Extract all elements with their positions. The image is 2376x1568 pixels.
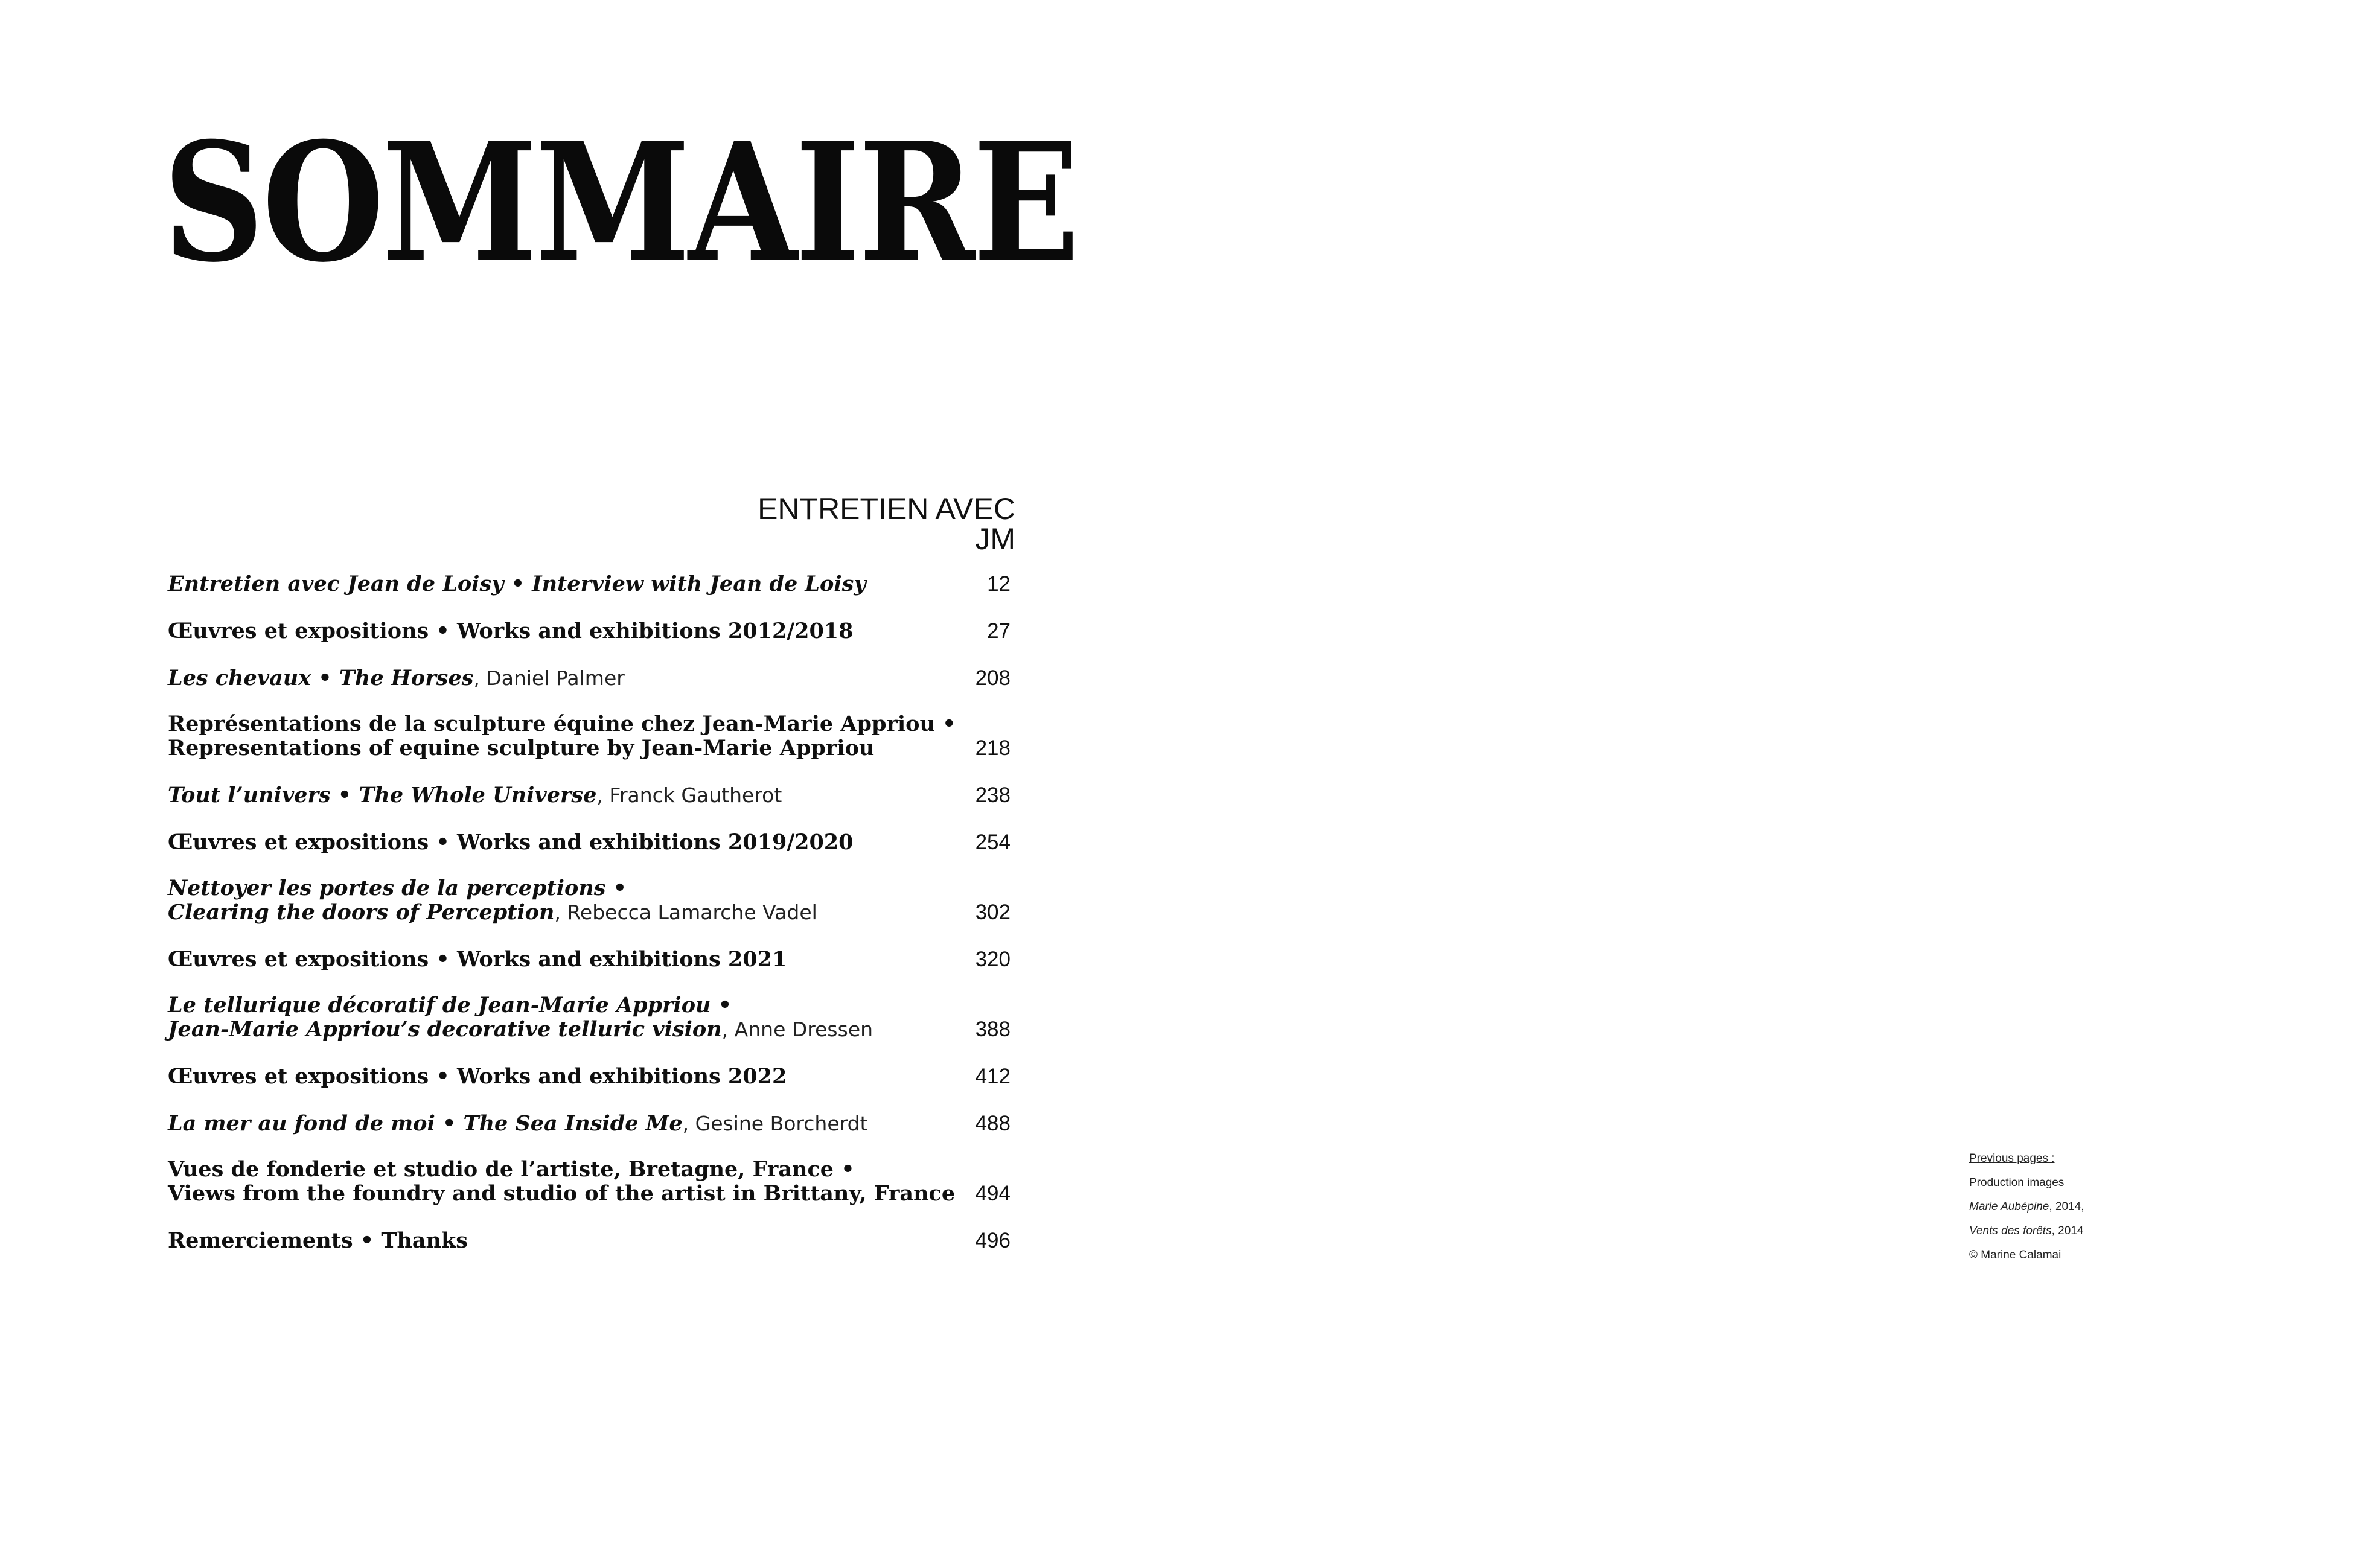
toc-entry-page-number: 254 [975,830,1011,854]
toc-entry-title-text: Le tellurique décoratif de Jean-Marie Appriou • [168,993,732,1018]
credit-line [1969,1243,2084,1267]
toc-entry[interactable] [168,830,1011,855]
toc-entry-title-text: Œuvres et expositions • Works and exhibitions 2021 [168,947,787,972]
toc-entry-title [168,876,928,925]
toc-entry-page-number: 320 [975,948,1011,971]
toc-entry-title-text: Remerciements • Thanks [168,1228,468,1253]
toc-entry-page-number: 238 [975,783,1011,807]
toc-entry-page-number: 496 [975,1229,1011,1252]
toc-entry-page-number: 388 [975,1018,1011,1041]
toc-entry-title [168,1112,928,1136]
toc-entry-title-text: Nettoyer les portes de la perceptions • [168,876,627,900]
toc-entry-title-text: La mer au fond de moi • The Sea Inside Me [168,1111,683,1136]
toc-entry-title-text: Œuvres et expositions • Works and exhibitions 2022 [168,1064,787,1089]
toc-entry-line [168,1158,928,1182]
toc-entry[interactable] [168,712,1011,760]
toc-entry-line [168,1229,928,1253]
toc-entry-title-text: Tout l’univers • The Whole Universe [168,783,597,808]
toc-entry[interactable] [168,948,1011,972]
toc-entry-title [168,572,928,596]
credit-text: , 2014, [2049,1200,2084,1213]
toc-entry[interactable] [168,1112,1011,1136]
toc-entry-author: , Franck Gautherot [596,783,782,807]
toc-entry-page-number: 218 [975,736,1011,760]
credit-text: Production images [1969,1176,2065,1189]
toc-entry-line [168,712,956,736]
toc-entry-line [168,666,928,690]
toc-entry-title [168,712,956,760]
toc-entry-title [168,948,928,972]
credit-text: , 2014 [2051,1225,2084,1237]
toc-entry-page-number: 494 [975,1182,1011,1205]
image-credits [1969,1147,2084,1267]
toc-entry-title-text: Views from the foundry and studio of the artist in Brittany, France [168,1181,956,1206]
toc-entry[interactable] [168,1065,1011,1089]
toc-entry-page-number: 27 [987,619,1011,643]
toc-entry[interactable] [168,1229,1011,1253]
toc-entry-line [168,783,928,808]
toc-entry-line [168,900,928,925]
toc-entry-line [168,993,928,1018]
toc-entry-line [168,736,928,760]
toc-entry-line [168,1181,956,1206]
page-title: SOMMAIRE [163,106,1078,298]
toc-entry-line [168,1112,928,1136]
credit-text: © Marine Calamai [1969,1249,2061,1261]
credit-line [1969,1219,2084,1243]
credit-text: Previous pages : [1969,1152,2055,1165]
toc-entry-title-text: Jean-Marie Appriou’s decorative telluric vision [168,1017,722,1042]
toc-entry[interactable] [168,783,1011,808]
credit-line [1969,1195,2084,1219]
toc-entry-title [168,783,928,808]
toc-entry-title [168,1065,928,1089]
toc-entry-author: , Daniel Palmer [473,666,625,690]
toc-entry-line [168,876,928,900]
toc-entry-title-text: Entretien avec Jean de Loisy • Interview with Jean de Loisy [168,572,866,596]
toc-entry[interactable] [168,619,1011,643]
toc-entry-author: , Anne Dressen [721,1018,873,1041]
toc-entry-author: , Gesine Borcherdt [682,1112,868,1135]
toc-entry-page-number: 302 [975,900,1011,924]
credit-line [1969,1171,2084,1195]
toc-entry-page-number: 488 [975,1112,1011,1135]
toc-entry-title-text: Représentations de la sculpture équine chez Jean-Marie Appriou • [168,712,956,736]
toc-entry-title [168,830,928,855]
toc-entry[interactable] [168,993,1011,1042]
toc-entry-title-text: Les chevaux • The Horses [168,666,474,690]
toc-entry-title-text: Clearing the doors of Perception [168,900,555,925]
toc-entry-line [168,619,928,643]
toc-entry-title-text: Œuvres et expositions • Works and exhibitions 2012/2018 [168,619,854,643]
toc-entry-title-text: Representations of equine sculpture by Jean-Marie Appriou [168,736,875,760]
toc-entry-title [168,993,928,1042]
toc-entry-line [168,830,928,855]
toc-entry-title-text: Vues de fonderie et studio de l’artiste, Bretagne, France • [168,1157,855,1182]
toc-entry-title [168,1157,956,1206]
toc-entry-author: , Rebecca Lamarche Vadel [554,900,817,924]
toc-entry-page-number: 208 [975,666,1011,690]
toc-entry[interactable] [168,666,1011,690]
toc-entry-line [168,1065,928,1089]
credit-text: Marie Aubépine [1969,1200,2049,1213]
toc-entry-title [168,1229,928,1253]
credit-text: Vents des forêts [1969,1225,2052,1237]
toc-entry[interactable] [168,1157,1011,1206]
toc-entry-page-number: 12 [987,572,1011,596]
toc-entry-title [168,666,928,690]
toc-entry[interactable] [168,572,1011,596]
toc-entry-title [168,619,928,643]
toc-entry-title-text: Œuvres et expositions • Works and exhibitions 2019/2020 [168,830,854,855]
credit-line [1969,1147,2084,1171]
toc-entry-page-number: 412 [975,1065,1011,1088]
toc-entry[interactable] [168,876,1011,925]
toc-entry-line [168,948,928,972]
section-heading: ENTRETIEN AVEC JM [758,492,1015,556]
toc-entry-line [168,1018,928,1042]
toc-entry-line [168,572,928,596]
